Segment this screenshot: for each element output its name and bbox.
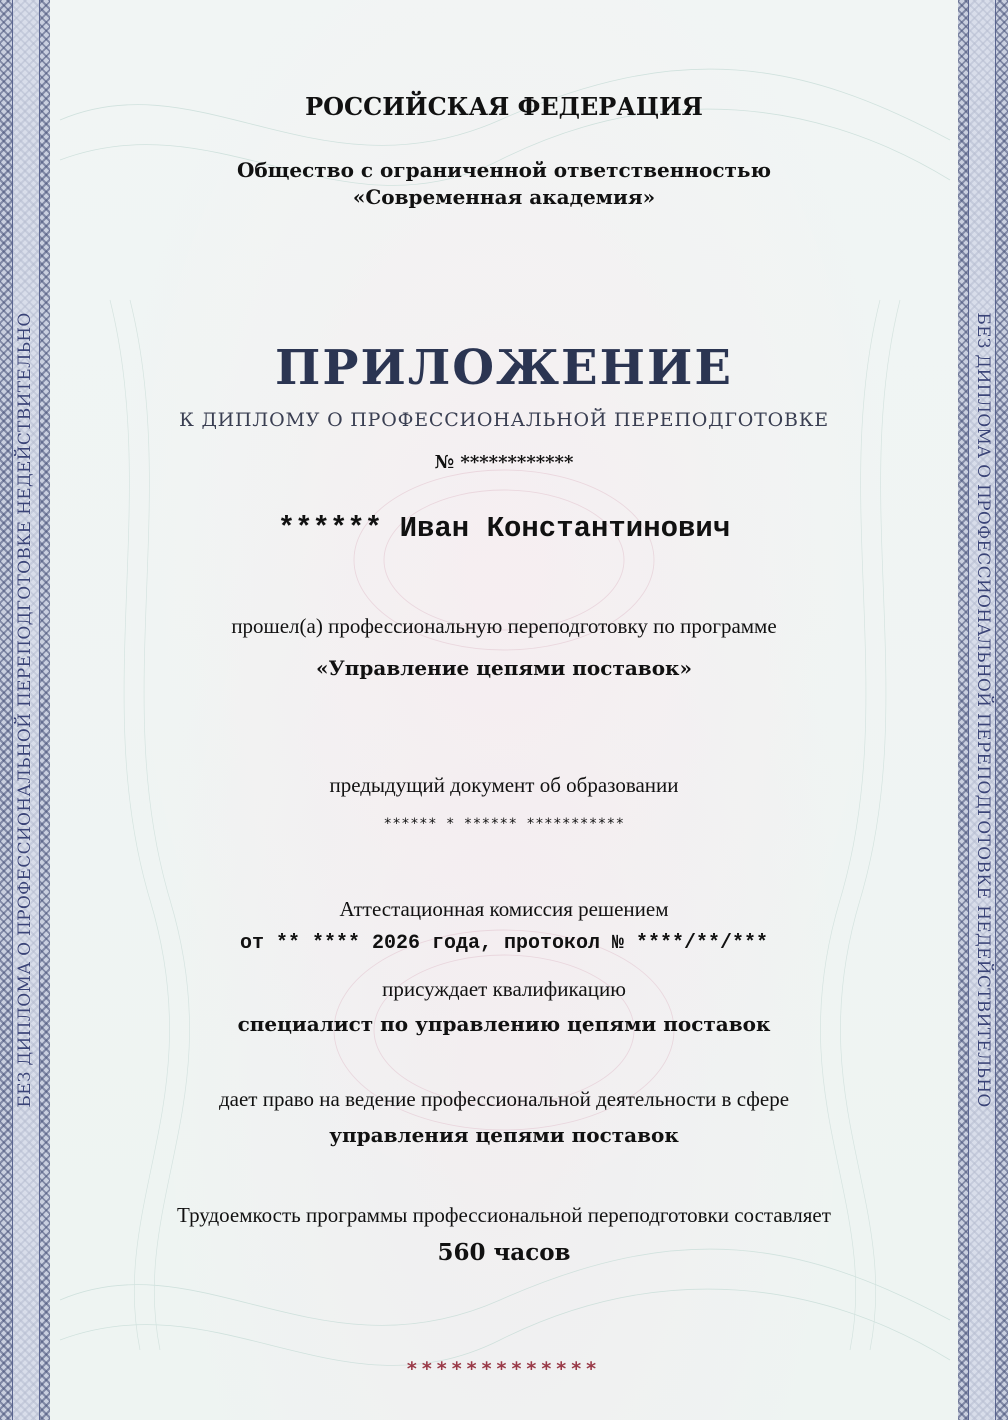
decision-protocol: от ** **** 2026 года, протокол № ****/**/*** <box>239 932 769 955</box>
left-border-text: БЕЗ ДИПЛОМА О ПРОФЕССИОНАЛЬНОЙ ПЕРЕПОДГОТОВКЕ НЕДЕЙСТВИТЕЛЬНО <box>15 312 35 1108</box>
document-subheading: К ДИПЛОМУ О ПРОФЕССИОНАЛЬНОЙ ПЕРЕПОДГОТОВКЕ <box>179 409 829 431</box>
document-heading: ПРИЛОЖЕНИЕ <box>275 340 733 396</box>
previous-document-label: предыдущий документ об образовании <box>329 773 679 797</box>
workload-hours: 560 часов <box>437 1239 571 1266</box>
organization-line-1: Общество с ограниченной ответственностью <box>236 158 772 182</box>
workload-line: Трудоемкость программы профессиональной переподготовки составляет <box>177 1203 831 1227</box>
previous-document-value: ****** * ****** *********** <box>383 816 625 832</box>
decision-line-3: присуждает квалификацию <box>382 977 626 1001</box>
rights-line-2: управления цепями поставок <box>329 1123 679 1147</box>
rights-line-1: дает право на ведение профессиональной деятельности в сфере <box>218 1087 790 1111</box>
program-intro: прошел(а) профессиональную переподготовку по программе <box>231 614 777 638</box>
recipient-name: ****** Иван Константинович <box>277 512 731 545</box>
document-number: № ************ <box>434 452 574 473</box>
right-border-text: БЕЗ ДИПЛОМА О ПРОФЕССИОНАЛЬНОЙ ПЕРЕПОДГОТОВКЕ НЕДЕЙСТВИТЕЛЬНО <box>973 312 993 1108</box>
qualification-name: специалист по управлению цепями поставок <box>237 1012 771 1036</box>
organization-line-2: «Современная академия» <box>352 185 656 209</box>
serial-number: ************* <box>406 1358 602 1380</box>
decision-line-1: Аттестационная комиссия решением <box>339 897 669 921</box>
country-title: РОССИЙСКАЯ ФЕДЕРАЦИЯ <box>305 92 703 121</box>
program-name: «Управление цепями поставок» <box>316 656 692 680</box>
